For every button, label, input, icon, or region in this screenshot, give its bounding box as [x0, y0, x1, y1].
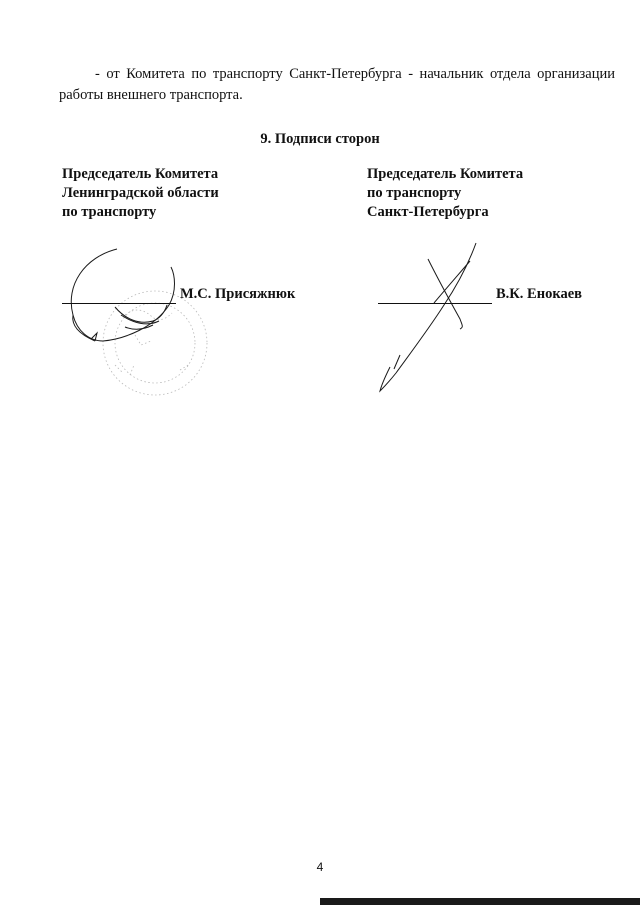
left-signature-line: [62, 303, 176, 304]
section-heading: 9. Подписи сторон: [260, 131, 380, 147]
left-party-title-line: Ленинградской области: [62, 185, 219, 201]
right-party-title-line: Председатель Комитета: [367, 166, 524, 182]
left-signatory-name: М.С. Присяжнюк: [180, 286, 296, 302]
left-party-title: [62, 165, 219, 222]
page-number: 4: [316, 860, 324, 874]
intro-paragraph: - от Комитета по транспорту Санкт-Петербурга - начальник отдела организации работы внешнего транспорта.: [59, 66, 615, 103]
signature-strokes: [71, 249, 174, 341]
right-party-title-line: Санкт-Петербурга: [367, 204, 489, 220]
scan-edge-shadow: [320, 898, 640, 905]
right-signature-line: [378, 303, 492, 304]
right-signatory-name: В.К. Енокаев: [496, 286, 582, 302]
left-party-title-line: по транспорту: [62, 204, 157, 220]
left-signature-stamp: [55, 235, 240, 410]
right-party-title: [367, 165, 523, 222]
right-party-title-line: по транспорту: [367, 185, 462, 201]
stamp-seal: [103, 291, 207, 395]
right-signature: [360, 235, 510, 400]
left-party-title-line: Председатель Комитета: [62, 166, 219, 182]
